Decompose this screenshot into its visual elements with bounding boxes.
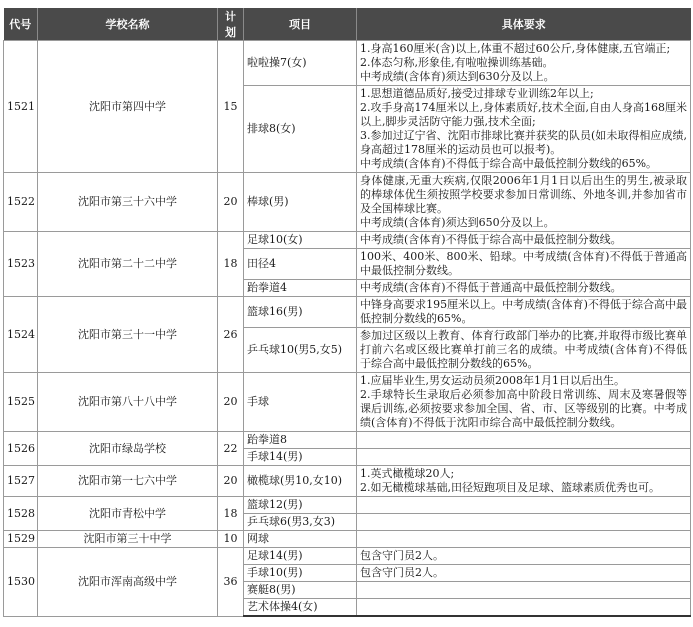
school-code-cell: 1530 (4, 548, 38, 617)
sport-item-cell: 啦啦操7(女) (244, 41, 357, 86)
sport-item-cell: 篮球12(男) (244, 497, 357, 514)
school-code-cell: 1522 (4, 173, 38, 232)
requirement-line: 中考成绩(含体育)须达到650分及以上。 (360, 216, 555, 229)
requirement-cell (357, 531, 691, 548)
requirement-cell (357, 599, 691, 617)
requirement-cell (357, 173, 691, 232)
school-code-cell: 1529 (4, 531, 38, 548)
sport-item-cell: 手球14(男) (244, 449, 357, 466)
sport-item-cell: 排球8(女) (244, 86, 357, 173)
table-row (4, 41, 691, 86)
requirement-line: 中考成绩(含体育)不得低于综合高中最低控制分数线的65%。 (360, 157, 658, 170)
requirement-cell (357, 297, 691, 328)
plan-count-cell: 20 (218, 373, 244, 432)
header-item: 项目 (244, 8, 357, 41)
sport-item-cell: 足球14(男) (244, 548, 357, 565)
table-header-row (4, 8, 691, 41)
requirement-line: 2.攻手身高174厘米以上,身体素质好,技术全面,自由人身高168厘米以上,脚步灵活防守能力强,技术全面; (360, 101, 687, 128)
sport-item-cell: 棒球(男) (244, 173, 357, 232)
table-row (4, 531, 691, 548)
plan-count-cell: 15 (218, 41, 244, 173)
requirement-cell (357, 232, 691, 249)
requirement-line: 100米、400米、800米、铅球。中考成绩(含体育)不得低于普通高中最低控制分数线。 (360, 250, 687, 277)
sport-item-cell: 乒乓球10(男5,女5) (244, 328, 357, 373)
requirement-cell (357, 328, 691, 373)
requirement-line: 2.手球特长生录取后必须参加高中阶段日常训练、周末及寒暑假等课后训练,必须按要求参加全国、省、市、区等级别的比赛。中考成绩(含体育)不得低于沈阳市综合高中最低控制分数线。 (360, 388, 687, 429)
header-school: 学校名称 (38, 8, 218, 41)
requirement-line: 包含守门员2人。 (360, 549, 444, 562)
requirement-line: 2.体态匀称,形象佳,有啦啦操训练基础。 (360, 56, 554, 69)
requirement-cell (357, 514, 691, 531)
table-body (4, 41, 691, 617)
plan-count-cell: 22 (218, 432, 244, 466)
plan-count-cell: 18 (218, 497, 244, 531)
table-row (4, 432, 691, 449)
sport-item-cell: 田径4 (244, 249, 357, 280)
sport-item-cell: 网球 (244, 531, 357, 548)
school-code-cell: 1521 (4, 41, 38, 173)
sport-item-cell: 跆拳道8 (244, 432, 357, 449)
table-row (4, 297, 691, 328)
school-name-cell: 沈阳市第一七六中学 (38, 466, 218, 497)
sport-item-cell: 赛艇8(男) (244, 582, 357, 599)
school-name-cell: 沈阳市第八十八中学 (38, 373, 218, 432)
school-code-cell: 1528 (4, 497, 38, 531)
school-name-cell: 沈阳市青松中学 (38, 497, 218, 531)
requirement-cell (357, 497, 691, 514)
admission-table (3, 8, 691, 617)
table-row (4, 232, 691, 249)
requirement-line: 1.思想道德品质好,接受过排球专业训练2年以上; (360, 87, 594, 100)
requirement-cell (357, 449, 691, 466)
requirement-cell (357, 582, 691, 599)
requirement-line: 中锋身高要求195厘米以上。中考成绩(含体育)不得低于综合高中最低控制分数线的65%。 (360, 298, 687, 325)
school-name-cell: 沈阳市浑南高级中学 (38, 548, 218, 617)
school-code-cell: 1524 (4, 297, 38, 373)
table-row (4, 173, 691, 232)
school-name-cell: 沈阳市第二十二中学 (38, 232, 218, 297)
requirement-line: 3.参加过辽宁省、沈阳市排球比赛并获奖的队员(如未取得相应成绩,身高超过178厘米的运动员也可以报考)。 (360, 129, 687, 156)
school-name-cell: 沈阳市第三十中学 (38, 531, 218, 548)
requirement-cell (357, 466, 691, 497)
school-name-cell: 沈阳市绿岛学校 (38, 432, 218, 466)
requirement-cell (357, 373, 691, 432)
school-code-cell: 1525 (4, 373, 38, 432)
sport-item-cell: 篮球16(男) (244, 297, 357, 328)
sport-item-cell: 乒乓球6(男3,女3) (244, 514, 357, 531)
school-name-cell: 沈阳市第三十六中学 (38, 173, 218, 232)
sport-item-cell: 艺术体操4(女) (244, 599, 357, 617)
requirement-cell (357, 432, 691, 449)
plan-count-cell: 10 (218, 531, 244, 548)
requirement-line: 身体健康,无重大疾病,仅限2006年1月1日以后出生的男生,被录取的棒球体优生须按照学校要求参加日常训练、外地冬训,并参加省市及全国棒球比赛。 (360, 174, 687, 215)
table-row (4, 373, 691, 432)
requirement-cell (357, 249, 691, 280)
header-code: 代号 (4, 8, 38, 41)
table-row (4, 466, 691, 497)
sport-item-cell: 橄榄球(男10,女10) (244, 466, 357, 497)
school-name-cell: 沈阳市第三十一中学 (38, 297, 218, 373)
school-code-cell: 1527 (4, 466, 38, 497)
sport-item-cell: 手球 (244, 373, 357, 432)
header-plan: 计划 (218, 8, 244, 41)
table-row (4, 548, 691, 565)
plan-count-cell: 36 (218, 548, 244, 617)
requirement-line: 中考成绩(含体育)不得低于普通高中最低控制分数线。 (360, 281, 622, 294)
sport-item-cell: 跆拳道4 (244, 280, 357, 297)
requirement-line: 中考成绩(含体育)须达到630分及以上。 (360, 70, 555, 83)
header-requirement: 具体要求 (357, 8, 691, 41)
plan-count-cell: 20 (218, 173, 244, 232)
school-code-cell: 1523 (4, 232, 38, 297)
requirement-line: 参加过区级以上教育、体育行政部门举办的比赛,并取得市级比赛单打前六名或区级比赛单打前三名的成绩。中考成绩(含体育)不得低于综合高中最低控制分数线的65%。 (360, 329, 687, 370)
requirement-line: 1.应届毕业生,男女运动员须2008年1月1日以后出生。 (360, 374, 625, 387)
school-name-cell: 沈阳市第四中学 (38, 41, 218, 173)
requirement-line: 1.英式橄榄球20人; (360, 467, 455, 480)
school-code-cell: 1526 (4, 432, 38, 466)
plan-count-cell: 20 (218, 466, 244, 497)
requirement-cell (357, 548, 691, 565)
sport-item-cell: 足球10(女) (244, 232, 357, 249)
requirement-line: 包含守门员2人。 (360, 566, 444, 579)
requirement-line: 中考成绩(含体育)不得低于综合高中最低控制分数线。 (360, 233, 622, 246)
requirement-cell (357, 565, 691, 582)
requirement-cell (357, 86, 691, 173)
plan-count-cell: 18 (218, 232, 244, 297)
table-row (4, 497, 691, 514)
sport-item-cell: 手球10(男) (244, 565, 357, 582)
requirement-cell (357, 41, 691, 86)
plan-count-cell: 26 (218, 297, 244, 373)
requirement-line: 1.身高160厘米(含)以上,体重不超过60公斤,身体健康,五官端正; (360, 42, 671, 55)
requirement-line: 2.如无橄榄球基础,田径短跑项目及足球、篮球素质优秀也可。 (360, 481, 660, 494)
requirement-cell (357, 280, 691, 297)
